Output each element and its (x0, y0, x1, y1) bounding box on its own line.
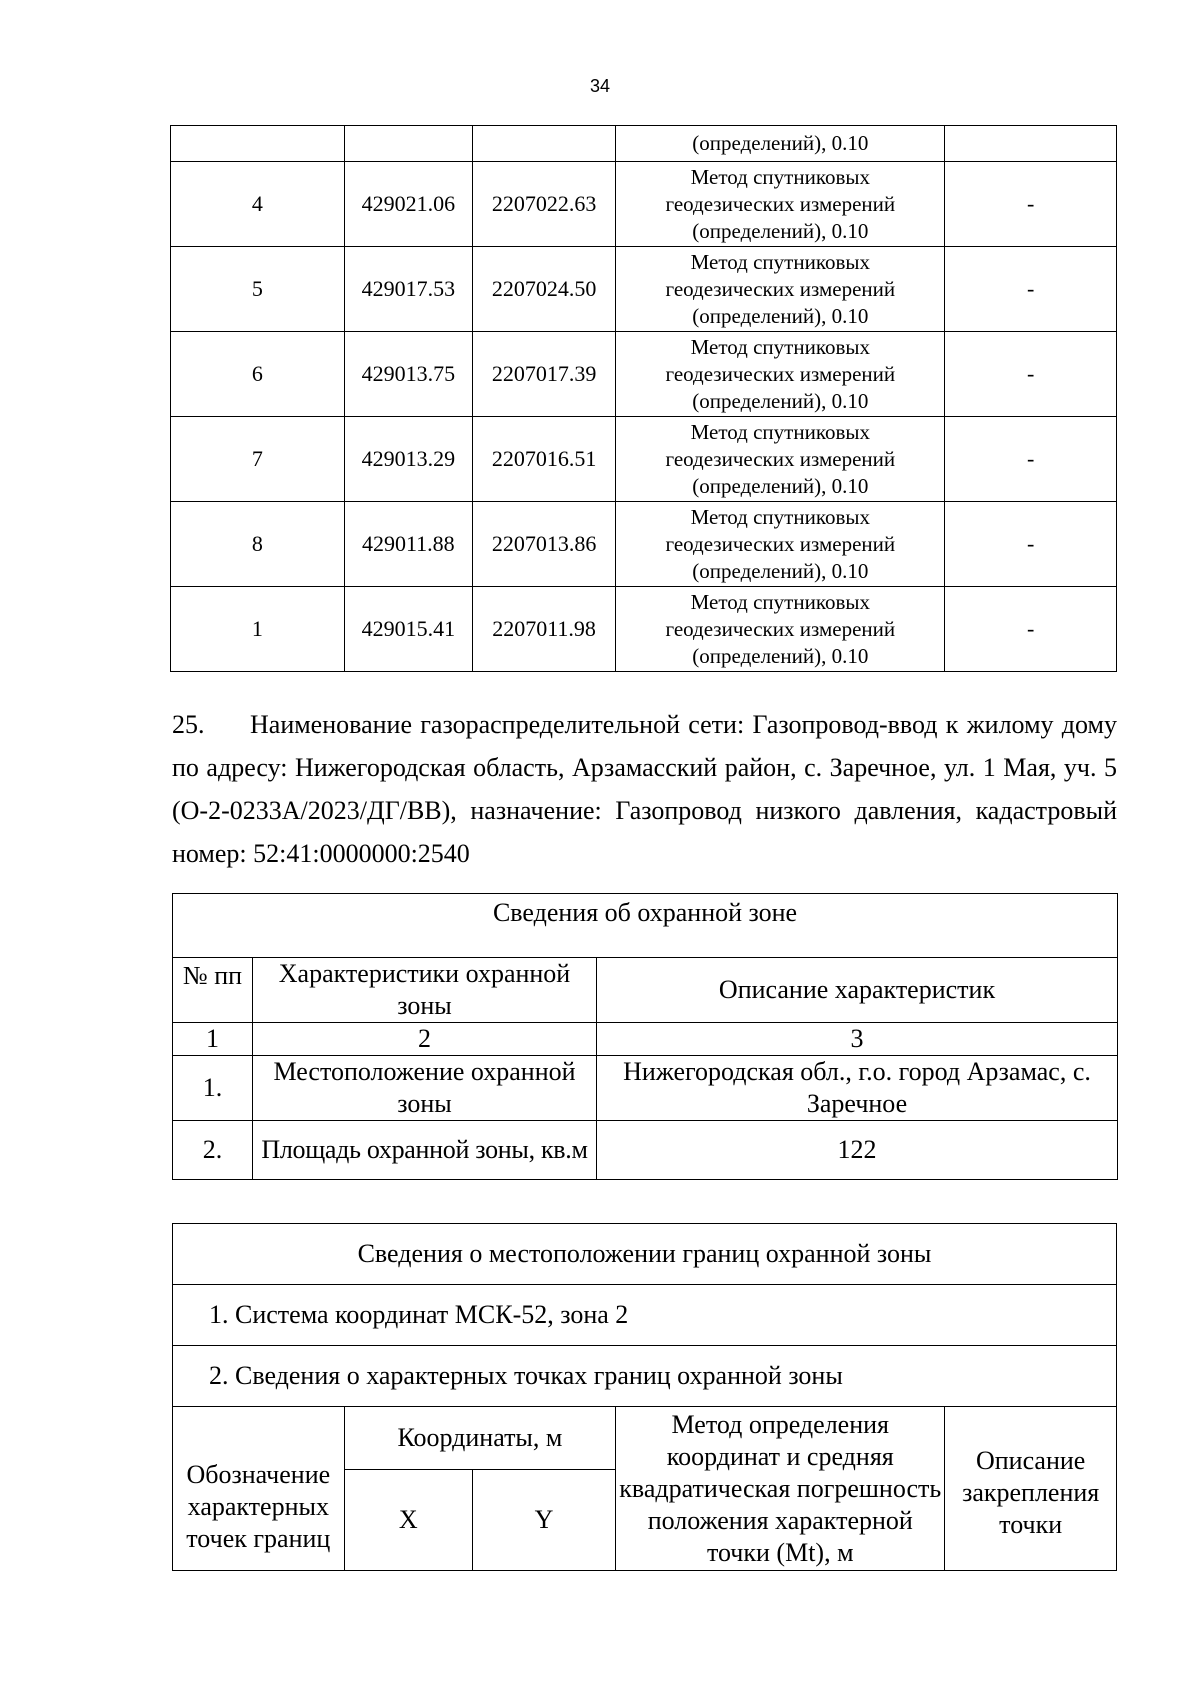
point-label: 1 (171, 587, 345, 672)
method-line: Метод спутниковых (690, 164, 870, 189)
coord-x: 429013.29 (344, 417, 472, 502)
coord-x: 429011.88 (344, 502, 472, 587)
index-cell: 1 (173, 1023, 253, 1056)
coord-x: 429015.41 (344, 587, 472, 672)
zone-info-title: Сведения об охранной зоне (173, 894, 1118, 958)
method-line: (определений), 0.10 (692, 218, 869, 243)
row-characteristic: Местоположение охранной зоны (253, 1056, 597, 1121)
zone-location-title: Сведения о местоположении границ охранной зоны (173, 1224, 1117, 1285)
index-cell: 3 (597, 1023, 1118, 1056)
table-index-row (173, 1023, 1118, 1056)
method-cell (616, 162, 945, 247)
table-row (171, 332, 1117, 417)
coord-x: 429017.53 (344, 247, 472, 332)
table-row (171, 126, 1117, 162)
method-line: Метод спутниковых (690, 419, 870, 444)
method-cell (616, 502, 945, 587)
header-coords: Координаты, м (344, 1407, 616, 1470)
table-row (171, 417, 1117, 502)
method-line: Метод спутниковых (690, 249, 870, 274)
row-num: 2. (173, 1121, 253, 1180)
section-text: Наименование газораспределительной сети: Газопровод-ввод к жилому дому по адресу: Нижегородская область, Арзамасский район, с. Заречное, ул. 1 Мая, уч. 5 (О-2-0233А/2023/ДГ/ВВ), назначение: Газопровод низкого давления, кадастровый номер: 52:41:0000000:2540 (172, 710, 1117, 868)
point-label: 7 (171, 417, 345, 502)
row-value: Нижегородская обл., г.о. город Арзамас, с. Заречное (597, 1056, 1118, 1121)
coord-y: 2207013.86 (472, 502, 615, 587)
points-info-item: 2. Сведения о характерных точках границ охранной зоны (173, 1346, 1117, 1407)
header-y: Y (472, 1470, 615, 1571)
table-row (171, 587, 1117, 672)
method-cell (616, 417, 945, 502)
table-row (173, 1346, 1117, 1407)
row-value: 122 (597, 1121, 1118, 1180)
section-number: 25. (172, 710, 205, 739)
header-description: Описание характеристик (597, 958, 1118, 1023)
method-line: геодезических измерений (665, 531, 896, 556)
method-line: геодезических измерений (665, 616, 896, 641)
zone-location-table (172, 1223, 1117, 1571)
header-num: № пп (173, 958, 253, 1023)
coordinates-table-continued (170, 125, 1117, 672)
fixing-description: - (945, 417, 1117, 502)
coord-y: 2207022.63 (472, 162, 615, 247)
method-cell (616, 247, 945, 332)
table-row (171, 502, 1117, 587)
table-title-row (173, 894, 1118, 958)
table-row (171, 162, 1117, 247)
table-row (173, 1056, 1118, 1121)
coord-y: 2207017.39 (472, 332, 615, 417)
coord-x: 429021.06 (344, 162, 472, 247)
header-characteristics: Характеристики охранной зоны (253, 958, 597, 1023)
header-fixing: Описание закрепления точки (945, 1407, 1117, 1571)
header-points: Обозначение характерных точек границ (173, 1407, 345, 1571)
method-line: геодезических измерений (665, 361, 896, 386)
method-line: геодезических измерений (665, 446, 896, 471)
coord-y: 2207016.51 (472, 417, 615, 502)
method-line: (определений), 0.10 (692, 388, 869, 413)
table-row (171, 247, 1117, 332)
coord-x: 429013.75 (344, 332, 472, 417)
method-line: Метод спутниковых (690, 504, 870, 529)
method-line: геодезических измерений (665, 191, 896, 216)
method-line: Метод спутниковых (690, 334, 870, 359)
table-header-row (173, 958, 1118, 1023)
fixing-description: - (945, 502, 1117, 587)
table-row (173, 1285, 1117, 1346)
method-line: (определений), 0.10 (692, 558, 869, 583)
header-x: X (344, 1470, 472, 1571)
method-cell (616, 332, 945, 417)
method-cell: (определений), 0.10 (616, 126, 945, 162)
coordinate-system-item: 1. Система координат МСК-52, зона 2 (173, 1285, 1117, 1346)
method-line: (определений), 0.10 (692, 643, 869, 668)
fixing-description: - (945, 332, 1117, 417)
fixing-description: - (945, 162, 1117, 247)
coord-y: 2207024.50 (472, 247, 615, 332)
zone-info-table (172, 893, 1118, 1180)
table-header-row (173, 1407, 1117, 1470)
fixing-description: - (945, 247, 1117, 332)
coord-y: 2207011.98 (472, 587, 615, 672)
point-label: 4 (171, 162, 345, 247)
fixing-description: - (945, 587, 1117, 672)
method-line: Метод спутниковых (690, 589, 870, 614)
method-line: геодезических измерений (665, 276, 896, 301)
method-line: (определений), 0.10 (692, 303, 869, 328)
point-label: 8 (171, 502, 345, 587)
point-label: 5 (171, 247, 345, 332)
table-row (173, 1121, 1118, 1180)
row-num: 1. (173, 1056, 253, 1121)
index-cell: 2 (253, 1023, 597, 1056)
row-characteristic: Площадь охранной зоны, кв.м (253, 1121, 597, 1180)
section-paragraph (172, 703, 1117, 875)
point-label: 6 (171, 332, 345, 417)
method-line: (определений), 0.10 (692, 473, 869, 498)
header-method: Метод определения координат и средняя квадратическая погрешность положения характерной точки (Mt), м (616, 1407, 945, 1571)
table-title-row (173, 1224, 1117, 1285)
page-number: 34 (589, 76, 611, 96)
method-cell (616, 587, 945, 672)
